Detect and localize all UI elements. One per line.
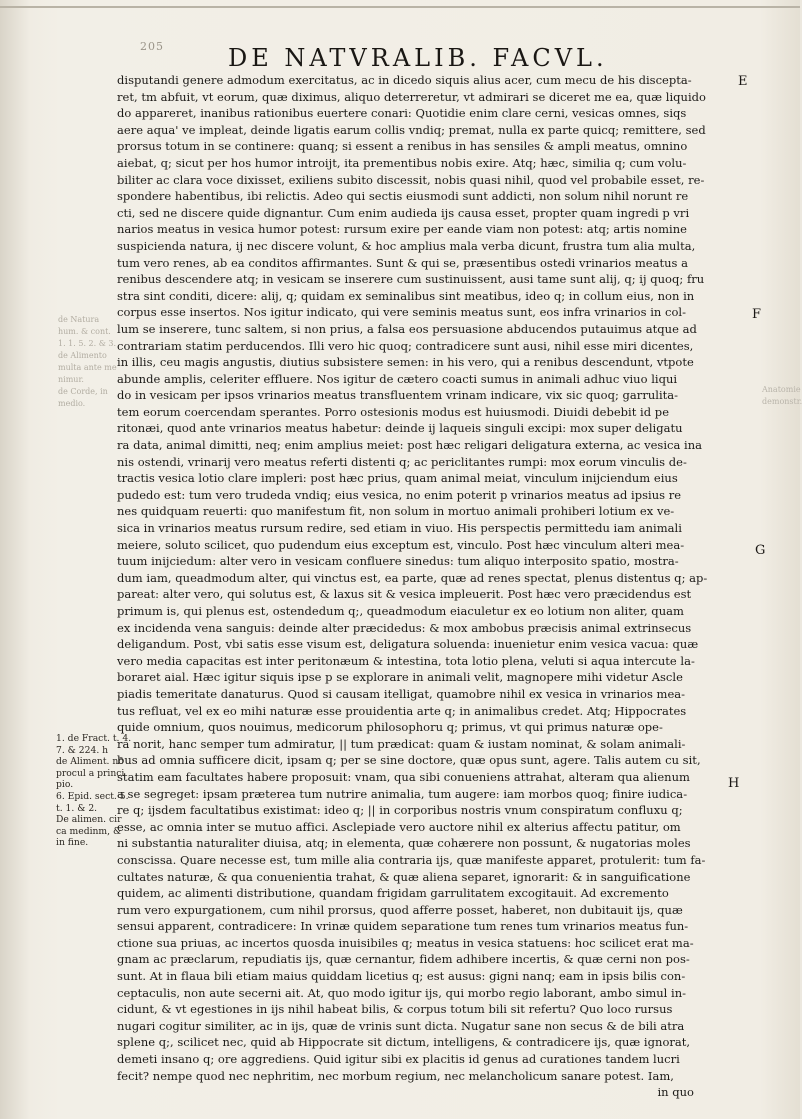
text-line: lum se inserere, tunc saltem, si non prius, a falsa eos persuasione abducendos putauimus atque ad: [117, 321, 697, 336]
text-line: a se segreget: ipsam præterea tum nutrire animalia, tum augere: iam morbos quoq; finire iudica-: [117, 786, 688, 801]
faint-note-line: de Natura: [58, 315, 100, 324]
faint-note-line: multa ante me: [58, 363, 117, 372]
text-line: abunde amplis, celeriter effluere. Nos igitur de cætero coacti sumus in animali adhuc viuo liqui: [117, 371, 678, 386]
text-line: gnam ac præclarum, repudiatis ijs, quæ cernantur, fidem adhibere incertis, & quæ cerni non pos-: [117, 952, 690, 967]
text-line: statim eam facultates habere proposuit: vnam, qua sibi conueniens attrahat, alteram qua alienum: [117, 769, 690, 784]
text-line: ritonæi, quod ante vrinarios meatus habetur: deinde ij laqueis singuli excipi: mox super deligatu: [117, 421, 683, 436]
side-letter-e: E: [738, 74, 748, 89]
body-text: [117, 72, 734, 1101]
text-line: esse, ac omnia inter se mutuo affici. Asclepiade vero auctore nihil ex alterius affectu patitur, om: [117, 819, 681, 834]
margin-note-line: 1. de Fract. t. 4.: [56, 733, 132, 744]
faint-note-line: de Alimento: [58, 351, 107, 360]
text-line: prorsus totum in se continere: quanq; si essent a renibus in has sensiles & ampli meatus, omnino: [117, 139, 688, 154]
text-line: tus refluat, vel ex eo mihi naturæ esse prouidentia arte q; in animalibus credet. Atq; Hippocrates: [117, 703, 687, 718]
text-line: sunt. At in flaua bili etiam maius quiddam licetius q; est ausus: gigni nanq; eam in ipsis bilis con-: [117, 969, 686, 984]
text-line: pudedo est: tum vero trudeda vndiq; eius vesica, no enim poterit p vrinarios meatus ad ipsius re: [117, 487, 682, 502]
page-folio: 205: [140, 40, 164, 53]
margin-note-line: in fine.: [56, 837, 89, 849]
margin-note-line: 7. & 224. h: [56, 744, 109, 756]
text-line: ra data, animal dimitti, neq; enim amplius meiet: post hæc religari deligatura externa, ac vesica ina: [117, 438, 703, 453]
text-line: cidunt, & vt egestiones in ijs nihil habeat bilis, & corpus totum bili sit refertu? Quo loco rursus: [117, 1002, 673, 1017]
text-line: deligandum. Post, vbi satis esse visum est, deligatura soluenda: inuenietur enim vesica vacua: quæ: [117, 637, 699, 652]
text-line: piadis temeritate danaturus. Quod si causam itelligat, quamobre nihil ex vesica in vrinarios mea-: [117, 686, 686, 701]
text-line: pareat: alter vero, qui solutus est, & laxus sit & vesica impleuerit. Post hæc vero præcidendus est: [117, 587, 692, 602]
text-line: re q; ijsdem facultatibus existimat: ideo q; || in corporibus nostris vnum conspiratum confluxu q;: [117, 803, 683, 818]
text-line: ctione sua priuas, ac incertos quosda inuisibiles q; meatus in vesica statuens: hoc scilicet erat ma-: [117, 935, 694, 950]
margin-note-line: De alimen. cir: [56, 814, 122, 826]
text-line: narios meatus in vesica humor potest: rursum exire per eande viam non potest: atq; artis nomine: [117, 222, 687, 237]
text-line: conscissa. Quare necesse est, tum mille alia contraria ijs, quæ manifeste apparet, protulerit: tum fa-: [117, 852, 706, 867]
text-line: aiebat, q; sicut per hos humor introijt, ita prementibus nobis exire. Atq; hæc, similia q; cum volu-: [117, 155, 687, 170]
faint-note-line: nimur.: [58, 375, 84, 384]
text-line: ret, tm abfuit, vt eorum, quæ diximus, aliquo deterreretur, vt admirari se diceret me ea, quæ liquido: [117, 89, 706, 104]
right-note-line: Anatomie: [762, 385, 801, 394]
text-line: ex incidenda vena sanguis: deinde alter præcidedus: & mox ambobus præcisis animal extrinsecus: [117, 620, 692, 635]
margin-note-line: pio.: [56, 779, 74, 791]
margin-citation-note: [56, 733, 132, 849]
page-top-rule: [0, 6, 800, 8]
text-line: dum iam, queadmodum alter, qui vinctus est, ea parte, quæ ad renes spectat, plenus distentus q; ap-: [117, 570, 708, 585]
text-line: do in vesicam per ipsos vrinarios meatus transfluentem vrinam indicare, vix sic quoq; garrulita-: [117, 388, 679, 403]
text-line: spondere habentibus, ibi relictis. Adeo qui sectis eiusmodi sunt addicti, non solum nihil norunt re: [117, 189, 689, 204]
text-line: fecit? nempe quod nec nephritim, nec morbum regium, nec melancholicum sanare potest. Iam,: [117, 1068, 674, 1083]
faint-note-line: medio.: [58, 399, 86, 408]
text-line: tractis vesica lotio clare impleri: post hæc prius, quam animal meiat, vinculum inijciendum eius: [117, 471, 678, 486]
text-line: bus ad omnia sufficere dicit, ipsam q; per se sine doctore, quæ opus sunt, agere. Talis autem cu sit,: [117, 753, 701, 768]
text-line: biliter ac clara voce dixisset, exiliens subito discessit, nobis quasi nihil, quod vel probabile esset, re-: [117, 172, 705, 187]
faint-note-line: hum. & cont.: [58, 327, 111, 336]
text-line: contrariam statim perducendos. Illi vero hic quoq; contradicere sunt ausi, nihil esse miri dicentes,: [117, 338, 694, 353]
running-head: DE NATVRALIB. FACVL.: [228, 44, 608, 72]
text-line: corpus esse insertos. Nos igitur indicato, qui vere seminis meatus sunt, eos infra vrinarios in col-: [117, 305, 687, 320]
text-line: sensui apparent, contradicere: In vrinæ quidem separatione tum renes tum vrinarios meatus fun-: [117, 919, 689, 934]
text-line: ceptaculis, non aute secerni ait. At, quo modo igitur ijs, qui morbo regio laborant, ambo simul in-: [117, 985, 687, 1000]
text-line: in illis, ceu magis angustis, diutius subsistere semen: in his vero, qui a renibus descendunt, vtpote: [117, 355, 694, 370]
text-line: stra sint conditi, dicere: alij, q; quidam ex seminalibus sint meatibus, ideo q; in collum eius, non in: [117, 288, 695, 303]
text-line: quidem, ac alimenti distributione, quandam frigidam garrulitatem excogitauit. Ad excremento: [117, 886, 669, 901]
text-line: aere aqua' ve impleat, deinde ligatis earum collis vndiq; premat, nulla ex parte quicq; remittere, sed: [117, 122, 706, 137]
text-line: meiere, soluto scilicet, quo pudendum eius exceptum est, vinculo. Post hæc vinculum alteri mea-: [117, 537, 685, 552]
text-line: suspicienda natura, ij nec discere volunt, & hoc amplius mala verba dicunt, frustra tum alia multa,: [117, 238, 696, 253]
right-note-line: demonstr.: [762, 397, 802, 406]
text-line: rum vero expurgationem, cum nihil prorsus, quod afferre posset, haberet, non dubitauit ijs, quæ: [117, 902, 683, 917]
faint-note-line: de Corde, in: [58, 387, 108, 396]
text-line: in quo: [657, 1085, 694, 1100]
text-line: splene q;, scilicet nec, quid ab Hippocrate sit dictum, intelligens, & contradicere ijs, quæ ignorat,: [117, 1035, 691, 1050]
text-line: demeti insano q; ore aggrediens. Quid igitur sibi ex placitis id genus ad curationes tandem lucri: [117, 1052, 680, 1067]
text-line: primum is, qui plenus est, ostendedum q;, queadmodum eiaculetur ex eo lotium non aliter, quam: [117, 604, 684, 618]
text-line: tuum inijciedum: alter vero in vesicam confluere sinedus: tum aliquo interposito spatio, mostra-: [117, 554, 679, 569]
text-line: tem eorum coercendam sperantes. Porro ostesionis modus est huiusmodi. Diuidi debebit id pe: [117, 404, 670, 419]
side-letter-g: G: [755, 543, 766, 558]
margin-note-line: 6. Epid. sect. 5.: [56, 790, 129, 802]
right-margin-note: [762, 384, 802, 408]
text-line: disputandi genere admodum exercitatus, ac in dicedo siquis alius acer, cum mecu de his discepta-: [117, 73, 692, 87]
text-line: ra norit, hanc semper tum admiratur, || tum prædicat: quam & iustam nominat, & solam animali-: [117, 736, 686, 751]
margin-note-line: procul a princi: [56, 767, 125, 779]
text-line: nugari cogitur similiter, ac in ijs, quæ de vrinis sunt dicta. Nugatur sane non secus & de bili atra: [117, 1018, 685, 1033]
text-line: cultates naturæ, & qua conuenientia trahat, & quæ aliena separet, ignorarit: & in sanguificatione: [117, 869, 691, 884]
margin-note-line: t. 1. & 2.: [56, 802, 98, 814]
margin-note-line: de Aliment. nō: [56, 756, 124, 768]
text-line: boraret aial. Hæc igitur siquis ipse p se explorare in animali velit, magnopere mihi videtur Ascle: [117, 670, 683, 685]
text-line: nes quidquam reuerti: quo manifestum fit, non solum in mortuo animali prohiberi lotium ex ve-: [117, 504, 675, 519]
faint-note-line: 1. 1. 5. 2. & 3.: [58, 339, 116, 348]
text-line: cti, sed ne discere quide dignantur. Cum enim audieda ijs causa esset, propter quam ingredi p vri: [117, 205, 690, 220]
side-letter-f: F: [752, 307, 762, 322]
text-line: renibus descendere atq; in vesicam se inserere cum sustinuissent, ausi tame sunt alij, q; ij quoq; fru: [117, 272, 705, 287]
text-line: ni substantia naturaliter diuisa, atq; in elementa, quæ cohærere non possunt, & nugatorias moles: [117, 836, 691, 851]
text-line: do appareret, inanibus rationibus euertere conari: Quotidie enim clare cerni, vesicas omnes, siqs: [117, 106, 687, 121]
faint-margin-note: [58, 314, 117, 410]
text-line: vero media capacitas est inter peritonæum & intestina, tota lotio plena, veluti si aqua intercute la-: [117, 653, 695, 668]
margin-note-line: ca medinm, &: [56, 825, 122, 837]
text-line: nis ostendi, vrinarij vero meatus referti distenti q; ac periclitantes rumpi: mox eorum vinculis de-: [117, 454, 687, 469]
text-line: tum vero renes, ab ea conditos affirmantes. Sunt & qui se, præsentibus ostedi vrinarios meatus a: [117, 255, 689, 270]
text-line: sica in vrinarios meatus rursum redire, sed etiam in viuo. His perspectis permittedu iam animali: [117, 521, 682, 536]
side-letter-h: H: [728, 776, 740, 791]
text-line: quide omnium, quos nouimus, medicorum philosophoru q; primus, vt qui primus naturæ ope-: [117, 720, 663, 735]
